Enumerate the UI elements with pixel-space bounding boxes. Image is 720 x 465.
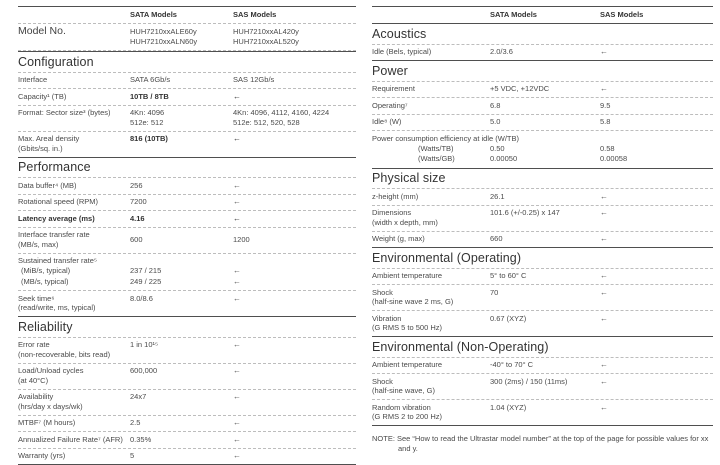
cell-line: 5: [130, 451, 135, 460]
spec-label: [372, 208, 490, 227]
cell-line: (Gbits/sq. in.): [18, 143, 63, 153]
cell-line: 256: [130, 180, 143, 190]
spec-label: [372, 117, 490, 127]
section-power: [372, 60, 713, 168]
cell-line: 0.58: [600, 143, 615, 153]
cell-line: HUH7210xxALN60y: [130, 36, 198, 46]
section-title: Performance: [18, 158, 356, 179]
spec-label: [18, 418, 130, 428]
spec-value-sata: [490, 314, 600, 324]
cell-line: SAS 12Gb/s: [233, 75, 275, 84]
spec-row: [372, 98, 713, 115]
same-as-sata-arrow: ←: [600, 313, 608, 323]
spec-label: [372, 234, 490, 244]
section-physical-size: [372, 168, 713, 248]
spec-label: [372, 314, 490, 333]
cell-line: Data buffer⁴ (MB): [18, 180, 77, 190]
model-no-row: [18, 24, 356, 51]
cell-line: (MiB/s, typical): [21, 266, 71, 275]
spec-value-sata: [130, 277, 233, 287]
spec-value-sas: [600, 377, 713, 387]
spec-row: [18, 390, 356, 416]
spec-value-sata: [490, 360, 600, 370]
spec-value-sata: [490, 101, 600, 111]
same-as-sata-arrow: ←: [600, 191, 608, 201]
section-environmental-non-operating: [372, 336, 713, 425]
spec-value-sata: [490, 288, 600, 298]
spec-value-sas: [600, 234, 713, 244]
cell-line: 9.5: [600, 100, 611, 110]
section-acoustics: [372, 23, 713, 60]
spec-value-sas: [600, 314, 713, 324]
cell-line: Shock: [372, 376, 393, 386]
spec-row: [372, 115, 713, 132]
spec-value-sata: [130, 181, 233, 191]
spec-value-sas: [600, 208, 713, 218]
spec-row: [18, 364, 356, 390]
cell-line: Annualized Failure Rate⁷ (AFR): [18, 434, 123, 444]
model-no-label: [18, 27, 130, 37]
spec-label: [18, 340, 130, 359]
cell-line: MTBF⁷ (M hours): [18, 418, 76, 427]
cell-line: SATA Models: [490, 10, 537, 19]
same-as-sata-arrow: ←: [233, 266, 241, 275]
spec-value-sas: [600, 192, 713, 202]
spec-value-sata: [130, 435, 233, 445]
spec-value-sas: [233, 266, 356, 276]
spec-row: [18, 106, 356, 132]
cell-line: (half-sine wave, G): [372, 386, 435, 395]
cell-line: Model No.: [18, 25, 66, 37]
spec-label: [18, 435, 130, 445]
spec-value-sata: [490, 47, 600, 57]
spec-row: [18, 338, 356, 364]
cell-line: 2.5: [130, 418, 141, 427]
cell-line: (G RMS 5 to 500 Hz): [372, 323, 443, 332]
spec-value-sas: [233, 435, 356, 445]
cell-line: Dimensions: [372, 208, 412, 217]
spec-row: [372, 311, 713, 336]
model-no-sas: [233, 27, 356, 46]
spec-value-sata: [130, 92, 233, 102]
same-as-sata-arrow: ←: [233, 213, 241, 223]
spec-value-sas: [233, 134, 356, 144]
cell-line: 70: [490, 287, 499, 297]
same-as-sata-arrow: ←: [600, 402, 608, 412]
cell-line: 10TB / 8TB: [130, 91, 169, 101]
spec-value-sata: [130, 134, 233, 144]
same-as-sata-arrow: ←: [233, 418, 241, 427]
spec-group-row: [18, 254, 356, 292]
spec-label: [372, 101, 490, 111]
cell-line: 249 / 225: [130, 276, 162, 286]
spec-label: [18, 392, 130, 411]
cell-line: (MB/s, max): [18, 239, 59, 249]
left-column: [18, 6, 356, 465]
spec-subrow: [18, 266, 356, 277]
cell-line: (width x depth, mm): [372, 217, 438, 227]
spec-value-sas: [233, 197, 356, 207]
cell-line: +5 VDC, +12VDC: [490, 84, 550, 93]
cell-line: Operating⁷: [372, 100, 408, 110]
cell-line: 1200: [233, 234, 250, 244]
spec-value-sas: [600, 117, 713, 127]
cell-line: 0.00058: [600, 154, 628, 163]
spec-value-sata: [490, 117, 600, 127]
spec-value-sas: [233, 181, 356, 191]
spec-row: [372, 358, 713, 375]
cell-line: Shock: [372, 287, 393, 297]
spec-value-sata: [490, 271, 600, 281]
cell-line: Capacity¹ (TB): [18, 91, 67, 101]
cell-line: 0.35%: [130, 434, 152, 444]
spec-sublabel: [372, 154, 490, 164]
section-reliability: [18, 316, 356, 464]
cell-line: 26.1: [490, 191, 505, 201]
same-as-sata-arrow: ←: [600, 360, 608, 369]
same-as-sata-arrow: ←: [233, 197, 241, 206]
cell-line: Random vibration: [372, 402, 431, 412]
cell-line: 816 (10TB): [130, 134, 168, 143]
models-header-row: [372, 7, 713, 23]
cell-line: SATA 6Gb/s: [130, 75, 171, 84]
cell-line: Load/Unload cycles: [18, 366, 84, 375]
spec-value-sata: [490, 144, 600, 154]
same-as-sata-arrow: ←: [233, 91, 241, 101]
section-title: Environmental (Operating): [372, 248, 713, 269]
spec-value-sas: [233, 92, 356, 102]
column-header-sas: [233, 10, 356, 20]
section-title: Physical size: [372, 169, 713, 190]
cell-line: 5.0: [490, 117, 501, 126]
spec-value-sata: [490, 377, 600, 387]
cell-line: 600: [130, 234, 143, 244]
section-configuration: [18, 51, 356, 157]
spec-value-sata: [130, 294, 233, 304]
cell-line: Ambient temperature: [372, 360, 443, 369]
cell-line: (G RMS 2 to 200 Hz): [372, 412, 443, 421]
spec-label: [18, 451, 130, 461]
spec-row: [18, 416, 356, 433]
spec-value-sas: [233, 108, 356, 127]
cell-line: SAS Models: [600, 10, 644, 19]
cell-line: (non-recoverable, bits read): [18, 349, 111, 359]
spec-value-sas: [233, 451, 356, 461]
spec-group-row: [372, 131, 713, 168]
cell-line: 512e: 512: [130, 117, 164, 127]
spec-label: [372, 360, 490, 370]
cell-line: 101.6 (+/-0.25) x 147: [490, 208, 560, 217]
spec-label: [18, 75, 130, 85]
same-as-sata-arrow: ←: [600, 47, 608, 56]
cell-line: 1.04 (XYZ): [490, 402, 527, 412]
spec-value-sata: [490, 192, 600, 202]
section-title: Power: [372, 61, 713, 82]
cell-line: Idle (Bels, typical): [372, 47, 432, 56]
spec-value-sata: [490, 234, 600, 244]
spec-row: [18, 73, 356, 90]
spec-row: [18, 178, 356, 195]
cell-line: 237 / 215: [130, 266, 162, 275]
spec-label: [18, 366, 130, 385]
spec-subrow: [18, 276, 356, 287]
same-as-sata-arrow: ←: [233, 276, 241, 286]
cell-line: Availability: [18, 392, 54, 401]
spec-sublabel: [18, 277, 130, 287]
column-header-sas: [600, 10, 713, 20]
spec-label: [372, 84, 490, 94]
spec-value-sas: [600, 154, 713, 164]
spec-value-sata: [130, 75, 233, 85]
section-title: Environmental (Non-Operating): [372, 337, 713, 358]
spec-label: [18, 294, 130, 313]
spec-row: [18, 432, 356, 449]
cell-line: 0.67 (XYZ): [490, 313, 527, 323]
spec-value-sata: [490, 84, 600, 94]
spec-label: [372, 377, 490, 396]
spec-row: [18, 132, 356, 157]
cell-line: HUH7210xxALE60y: [130, 27, 197, 36]
spec-value-sas: [600, 84, 713, 94]
cell-line: 7200: [130, 197, 147, 206]
spec-row: [372, 206, 713, 232]
spec-sublabel: [18, 266, 130, 276]
cell-line: 5° to 60° C: [490, 271, 527, 280]
spec-value-sata: [130, 108, 233, 127]
cell-line: Interface transfer rate: [18, 230, 90, 239]
same-as-sata-arrow: ←: [233, 340, 241, 349]
cell-line: Ambient temperature: [372, 271, 443, 280]
spec-row: [372, 400, 713, 425]
spec-row: [372, 269, 713, 286]
right-column: [372, 6, 713, 453]
spec-value-sata: [130, 340, 233, 350]
spec-value-sas: [600, 271, 713, 281]
spec-value-sas: [233, 340, 356, 350]
spec-table-left: [18, 6, 356, 465]
cell-line: Requirement: [372, 84, 415, 93]
section-title: Acoustics: [372, 24, 713, 45]
spec-row: [18, 449, 356, 465]
spec-row: [18, 228, 356, 254]
spec-group-label: Sustained transfer rate⁵: [18, 256, 97, 265]
cell-line: 4.16: [130, 213, 145, 223]
same-as-sata-arrow: ←: [600, 287, 608, 297]
same-as-sata-arrow: ←: [233, 366, 241, 375]
spec-label: [372, 192, 490, 202]
same-as-sata-arrow: ←: [600, 234, 608, 243]
same-as-sata-arrow: ←: [600, 84, 608, 93]
spec-label: [372, 288, 490, 307]
models-header-row: [18, 7, 356, 24]
cell-line: 300 (2ms) / 150 (11ms): [490, 376, 568, 386]
cell-line: SATA Models: [130, 10, 177, 19]
cell-line: HUH7210xxAL420y: [233, 27, 299, 36]
spec-value-sata: [130, 451, 233, 461]
cell-line: 24x7: [130, 392, 147, 401]
spec-table-right: [372, 6, 713, 426]
section-title: Configuration: [18, 52, 356, 73]
spec-value-sata: [130, 235, 233, 245]
spec-value-sata: [130, 214, 233, 224]
cell-line: SAS Models: [233, 10, 277, 19]
spec-row: [372, 189, 713, 206]
spec-value-sas: [600, 144, 713, 154]
cell-line: Format: Sector size³ (bytes): [18, 108, 111, 117]
cell-line: Seek time⁶: [18, 293, 55, 303]
cell-line: (Watts/TB): [418, 143, 454, 153]
spec-subrow: [372, 154, 713, 165]
spec-label: [18, 197, 130, 207]
cell-line: 600,000: [130, 366, 158, 375]
spec-label: [18, 214, 130, 224]
spec-value-sata: [490, 154, 600, 164]
spec-value-sas: [600, 47, 713, 57]
spec-value-sas: [233, 235, 356, 245]
column-header-sata: [490, 10, 600, 20]
spec-label: [18, 230, 130, 249]
spec-subrow: [372, 143, 713, 154]
same-as-sata-arrow: ←: [233, 180, 241, 190]
spec-value-sas: [233, 418, 356, 428]
spec-value-sas: [233, 392, 356, 402]
spec-value-sata: [490, 208, 600, 218]
cell-line: 512e: 512, 520, 528: [233, 117, 300, 127]
cell-line: Max. Areal density: [18, 134, 80, 143]
cell-line: Vibration: [372, 313, 402, 323]
same-as-sata-arrow: ←: [233, 293, 241, 303]
column-header-sata: [130, 10, 233, 20]
spec-row: [372, 232, 713, 248]
section-performance: [18, 157, 356, 317]
spec-row: [18, 291, 356, 316]
cell-line: Latency average (ms): [18, 213, 95, 223]
spec-label: [372, 271, 490, 281]
cell-line: Error rate: [18, 340, 50, 349]
cell-line: -40° to 70° C: [490, 360, 534, 369]
cell-line: 5.8: [600, 117, 611, 126]
cell-line: 0.50: [490, 143, 505, 153]
cell-line: Idle⁸ (W): [372, 117, 402, 126]
spec-label: [18, 134, 130, 153]
cell-line: 4Kn: 4096: [130, 108, 165, 117]
cell-line: (read/write, ms, typical): [18, 303, 96, 312]
spec-group-label: Power consumption efficiency at idle (W/TB): [372, 133, 520, 143]
same-as-sata-arrow: ←: [233, 392, 241, 401]
spec-value-sas: [233, 277, 356, 287]
cell-line: HUH7210xxAL520y: [233, 36, 299, 46]
spec-row: [372, 45, 713, 61]
same-as-sata-arrow: ←: [600, 208, 608, 217]
section-title: Reliability: [18, 317, 356, 338]
cell-line: Warranty (yrs): [18, 451, 66, 460]
same-as-sata-arrow: ←: [233, 434, 241, 444]
spec-value-sas: [233, 75, 356, 85]
cell-line: 6.8: [490, 100, 501, 110]
spec-value-sas: [600, 101, 713, 111]
spec-label: [372, 403, 490, 422]
cell-line: Weight (g, max): [372, 234, 425, 243]
spec-value-sata: [130, 266, 233, 276]
spec-label: [18, 92, 130, 102]
spec-row: [18, 195, 356, 212]
cell-line: 4Kn: 4096, 4112, 4160, 4224: [233, 108, 330, 117]
spec-value-sata: [130, 197, 233, 207]
spec-value-sata: [130, 392, 233, 402]
cell-line: (half-sine wave 2 ms, G): [372, 297, 454, 306]
cell-line: 1 in 10¹⁵: [130, 340, 159, 349]
section-environmental-operating: [372, 247, 713, 336]
cell-line: (hrs/day x days/wk): [18, 401, 83, 411]
same-as-sata-arrow: ←: [233, 134, 241, 143]
cell-line: Interface: [18, 75, 48, 84]
cell-line: 0.00050: [490, 154, 518, 163]
cell-line: Rotational speed (RPM): [18, 197, 99, 206]
cell-line: (at 40°C): [18, 375, 49, 385]
spec-label: [372, 47, 490, 57]
footnote: NOTE: See “How to read the Ultrastar model number” at the top of the page for possible values for xx and y.: [372, 434, 709, 453]
spec-value-sata: [490, 403, 600, 413]
spec-row: [372, 374, 713, 400]
cell-line: (MB/s, typical): [21, 276, 69, 286]
same-as-sata-arrow: ←: [600, 271, 608, 280]
cell-line: 660: [490, 234, 503, 243]
spec-sublabel: [372, 144, 490, 154]
spec-row: [372, 82, 713, 99]
spec-row: [372, 285, 713, 311]
cell-line: 2.0/3.6: [490, 47, 513, 56]
same-as-sata-arrow: ←: [600, 376, 608, 386]
spec-row: [18, 89, 356, 106]
model-no-sata: [130, 27, 233, 46]
spec-row: [18, 211, 356, 228]
spec-value-sas: [600, 360, 713, 370]
cell-line: (Watts/GB): [418, 154, 455, 163]
cell-line: z-height (mm): [372, 191, 419, 201]
spec-value-sas: [233, 294, 356, 304]
same-as-sata-arrow: ←: [233, 451, 241, 460]
spec-label: [18, 181, 130, 191]
spec-value-sas: [600, 288, 713, 298]
spec-value-sata: [130, 418, 233, 428]
cell-line: 8.0/8.6: [130, 293, 153, 303]
spec-value-sas: [233, 214, 356, 224]
spec-label: [18, 108, 130, 118]
spec-value-sata: [130, 366, 233, 376]
spec-value-sas: [233, 366, 356, 376]
spec-value-sas: [600, 403, 713, 413]
